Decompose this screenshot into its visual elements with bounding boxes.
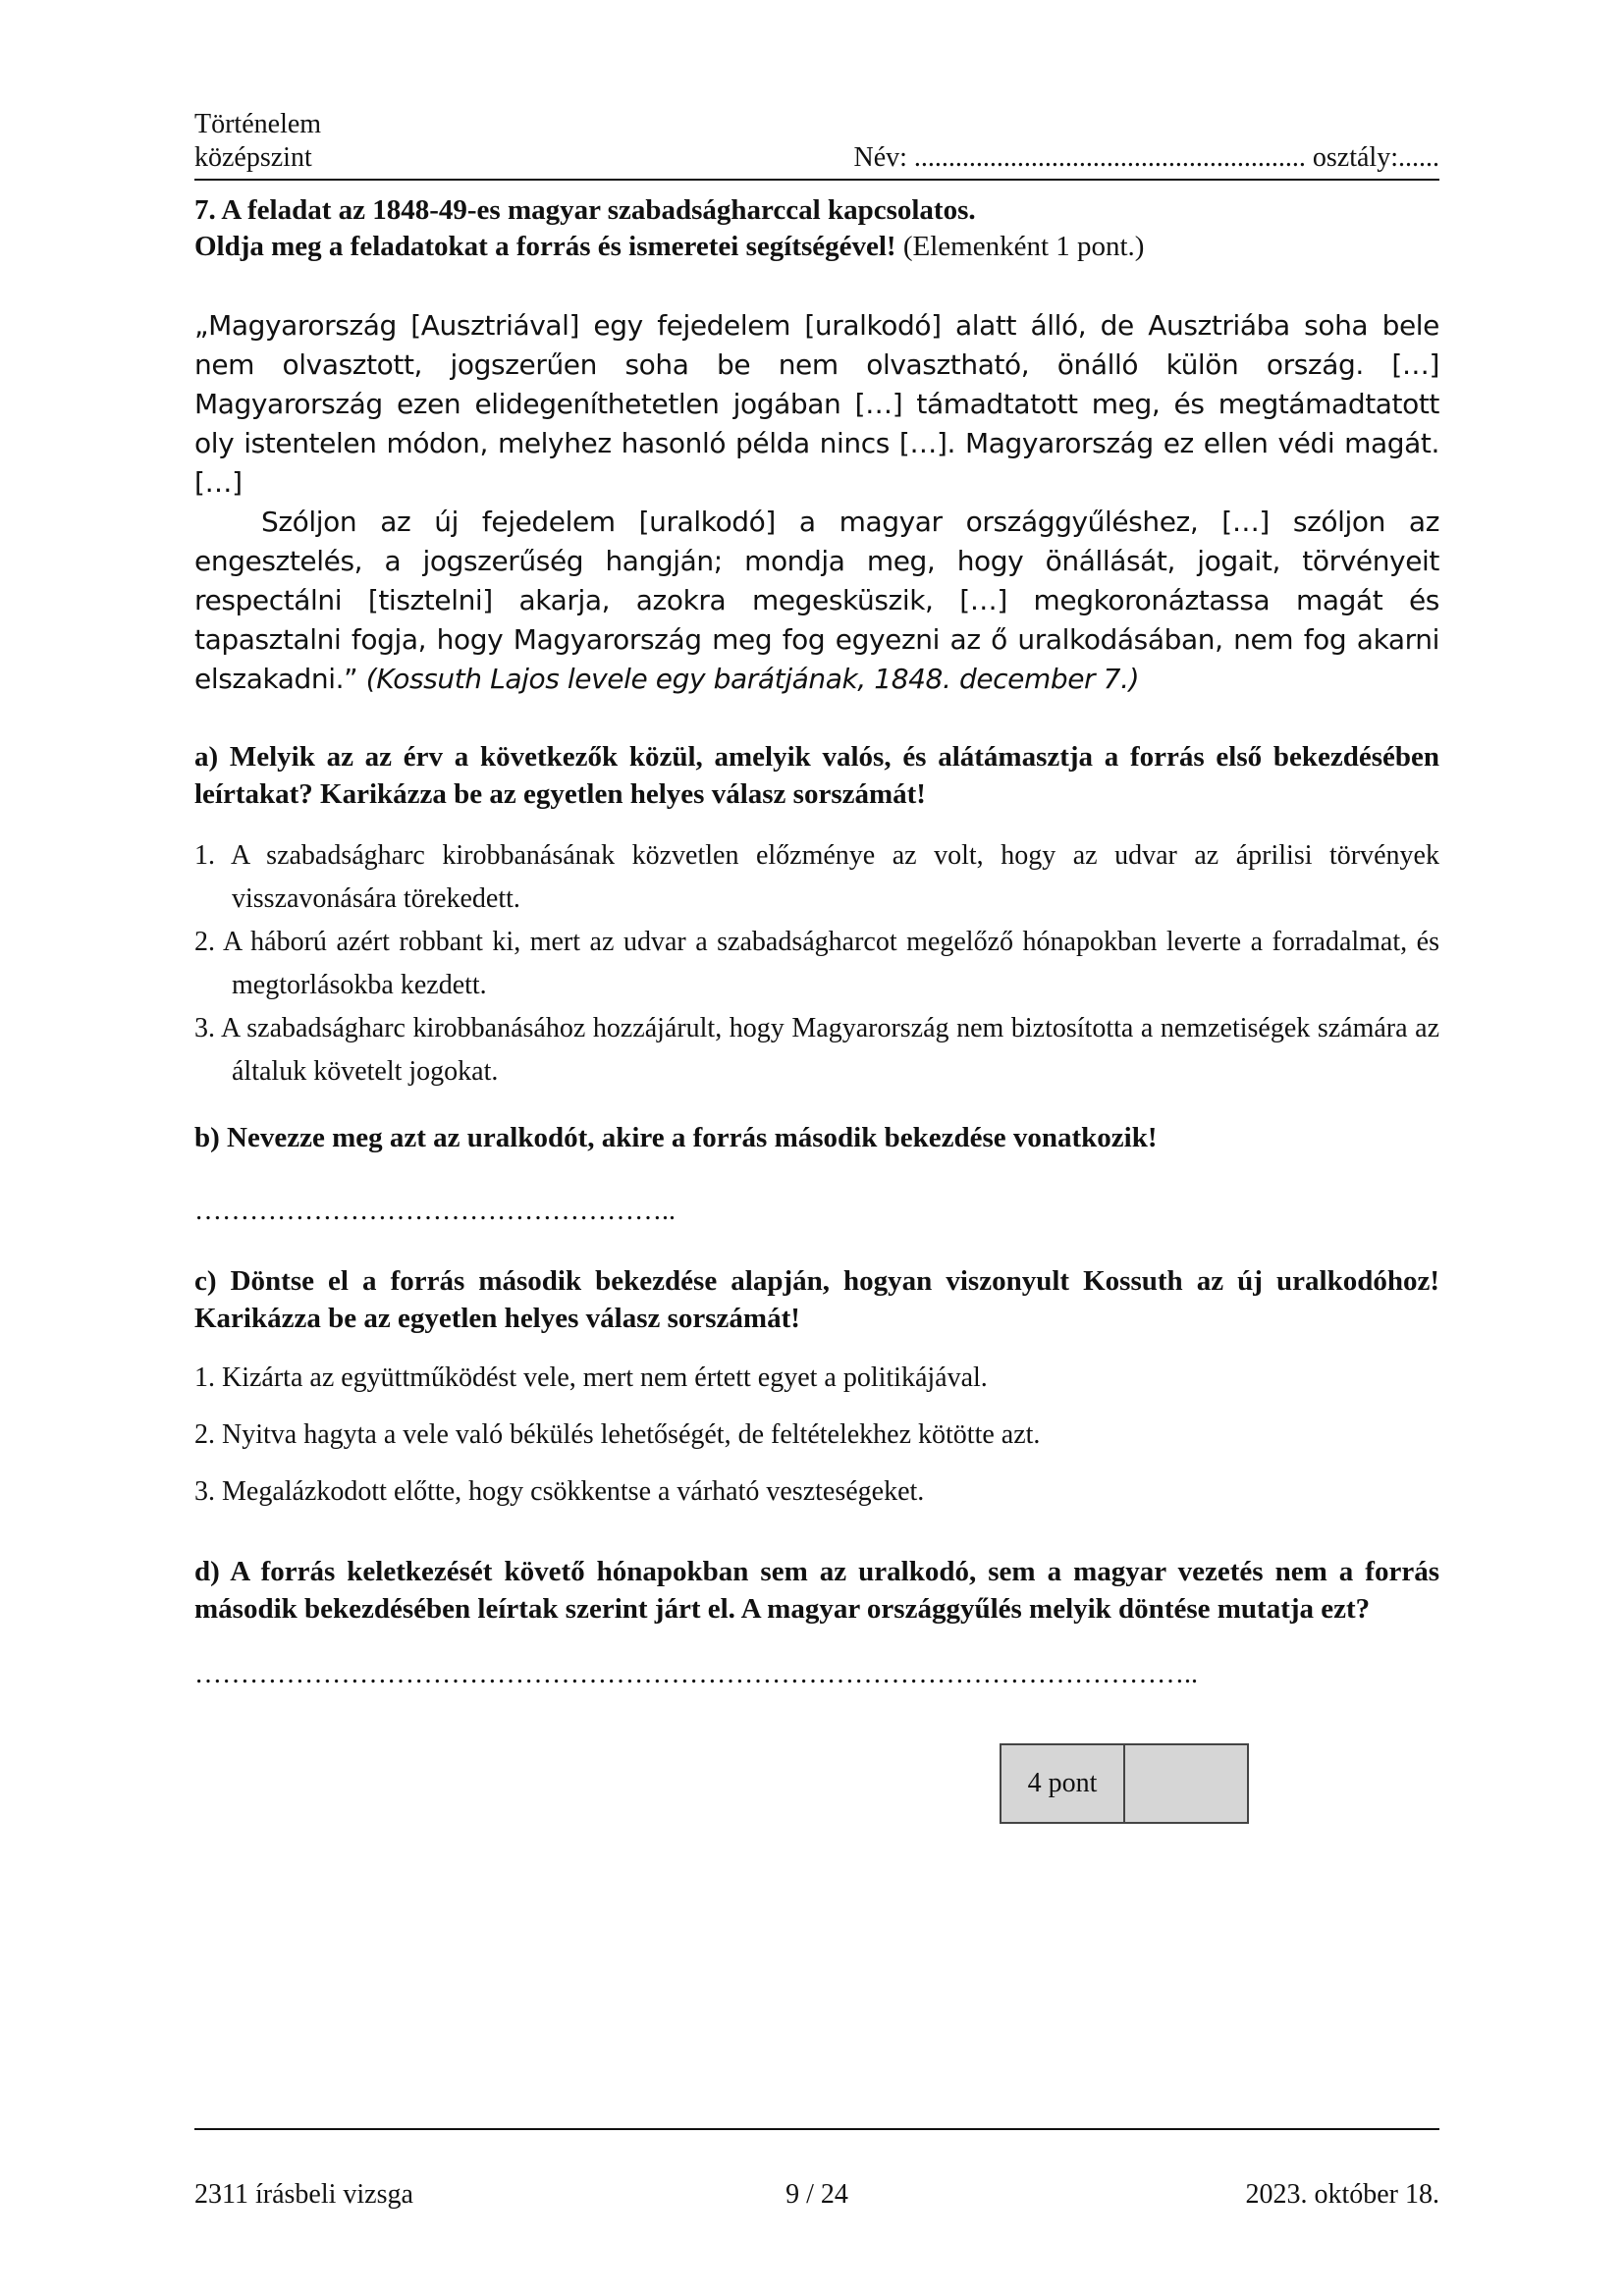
- source-text: [194, 306, 1439, 699]
- source-paragraph-2-text: Szóljon az új fejedelem [uralkodó] a magyar országgyűléshez, […] szóljon az engesztelés, a jogszerűség hangján; mondja meg, hogy önállását, jogait, törvényeit respectálni [tisztelni] akarja, azokra megesküszik, […] megkoronáztassa magát és tapasztalni fogja, hogy Magyarország meg fog egyezni az ő uralkodásában, nem fog akarni elszakadni.”: [194, 506, 1439, 695]
- subject-line: Történelem: [194, 109, 322, 139]
- option-a-2[interactable]: 2. A háború azért robbant ki, mert az udvar a szabadságharcot megelőző hónapokban leverte a forradalmat, és megtorlásokba kezdett.: [194, 927, 1439, 1000]
- source-citation: (Kossuth Lajos levele egy barátjának, 1848. december 7.): [365, 663, 1140, 695]
- instruction-points: (Elemenként 1 pont.): [902, 231, 1145, 262]
- option-c-3[interactable]: 3. Megalázkodott előtte, hogy csökkentse a várható veszteségeket.: [194, 1476, 925, 1507]
- task-instruction: [194, 229, 1439, 265]
- option-c-2[interactable]: 2. Nyitva hagyta a vele való békülés lehetőségét, de feltételekhez kötötte azt.: [194, 1419, 1041, 1450]
- question-a: a) Melyik az az érv a következők közül, amelyik valós, és alátámasztja a forrás első bekezdésében leírtakat? Karikázza be az egyetlen helyes válasz sorszámát!: [194, 741, 1439, 810]
- level-line: középszint: [194, 142, 312, 173]
- footer-divider: [194, 2128, 1439, 2130]
- source-paragraph-2: [194, 503, 1439, 699]
- answer-line-b[interactable]: ……………………………………………..: [194, 1196, 676, 1226]
- exam-date: 2023. október 18.: [1245, 2179, 1439, 2210]
- option-a-3[interactable]: 3. A szabadságharc kirobbanásához hozzájárult, hogy Magyarország nem biztosította a nemzetiségek számára az általuk követelt jogokat.: [194, 1013, 1439, 1087]
- answer-line-d[interactable]: ………………………………………………………………………………………………..: [194, 1659, 1198, 1689]
- page-number: 9 / 24: [785, 2179, 848, 2210]
- question-b: b) Nevezze meg azt az uralkodót, akire a forrás második bekezdése vonatkozik!: [194, 1122, 1158, 1153]
- page-header: [194, 108, 1439, 179]
- option-c-1[interactable]: 1. Kizárta az együttműködést vele, mert nem értett egyet a politikájával.: [194, 1362, 988, 1393]
- source-paragraph-1: „Magyarország [Ausztriával] egy fejedelem [uralkodó] alatt álló, de Ausztriába soha bele nem olvasztott, jogszerűen soha be nem olvasztható, önálló külön ország. […] Magyarország ezen elidegeníthetetlen jogában […] támadtatott meg, és megtámadtatott oly istentelen módon, melyhez hasonló példa nincs […]. Magyarország ez ellen védi magát. […]: [194, 309, 1439, 499]
- question-a-options: [194, 834, 1439, 1094]
- score-label: 4 pont: [1001, 1745, 1125, 1822]
- task-heading: [194, 192, 1439, 265]
- exam-page: [194, 108, 1439, 1694]
- instruction-bold: Oldja meg a feladatokat a forrás és ismeretei segítségével!: [194, 231, 896, 262]
- score-entry-cell[interactable]: [1125, 1745, 1247, 1822]
- subject-label: [194, 108, 321, 175]
- task-title: 7. A feladat az 1848-49-es magyar szabadságharccal kapcsolatos.: [194, 194, 976, 226]
- question-c-options: [194, 1357, 1439, 1514]
- question-d: d) A forrás keletkezését követő hónapokban sem az uralkodó, sem a magyar vezetés nem a forrás második bekezdésében leírtak szerint járt el. A magyar országgyűlés melyik döntése mutatja ezt?: [194, 1556, 1439, 1625]
- score-box: [1000, 1743, 1249, 1824]
- page-footer: [194, 2179, 1439, 2215]
- option-a-1[interactable]: 1. A szabadságharc kirobbanásának közvetlen előzménye az volt, hogy az udvar az áprilisi törvények visszavonására törekedett.: [194, 840, 1439, 914]
- question-c: c) Döntse el a forrás második bekezdése alapján, hogyan viszonyult Kossuth az új uralkodóhoz! Karikázza be az egyetlen helyes válasz sorszámát!: [194, 1265, 1439, 1334]
- name-class-field[interactable]: Név: ......................................................... osztály:......: [853, 142, 1439, 173]
- exam-code: 2311 írásbeli vizsga: [194, 2179, 413, 2210]
- header-divider: [194, 179, 1439, 181]
